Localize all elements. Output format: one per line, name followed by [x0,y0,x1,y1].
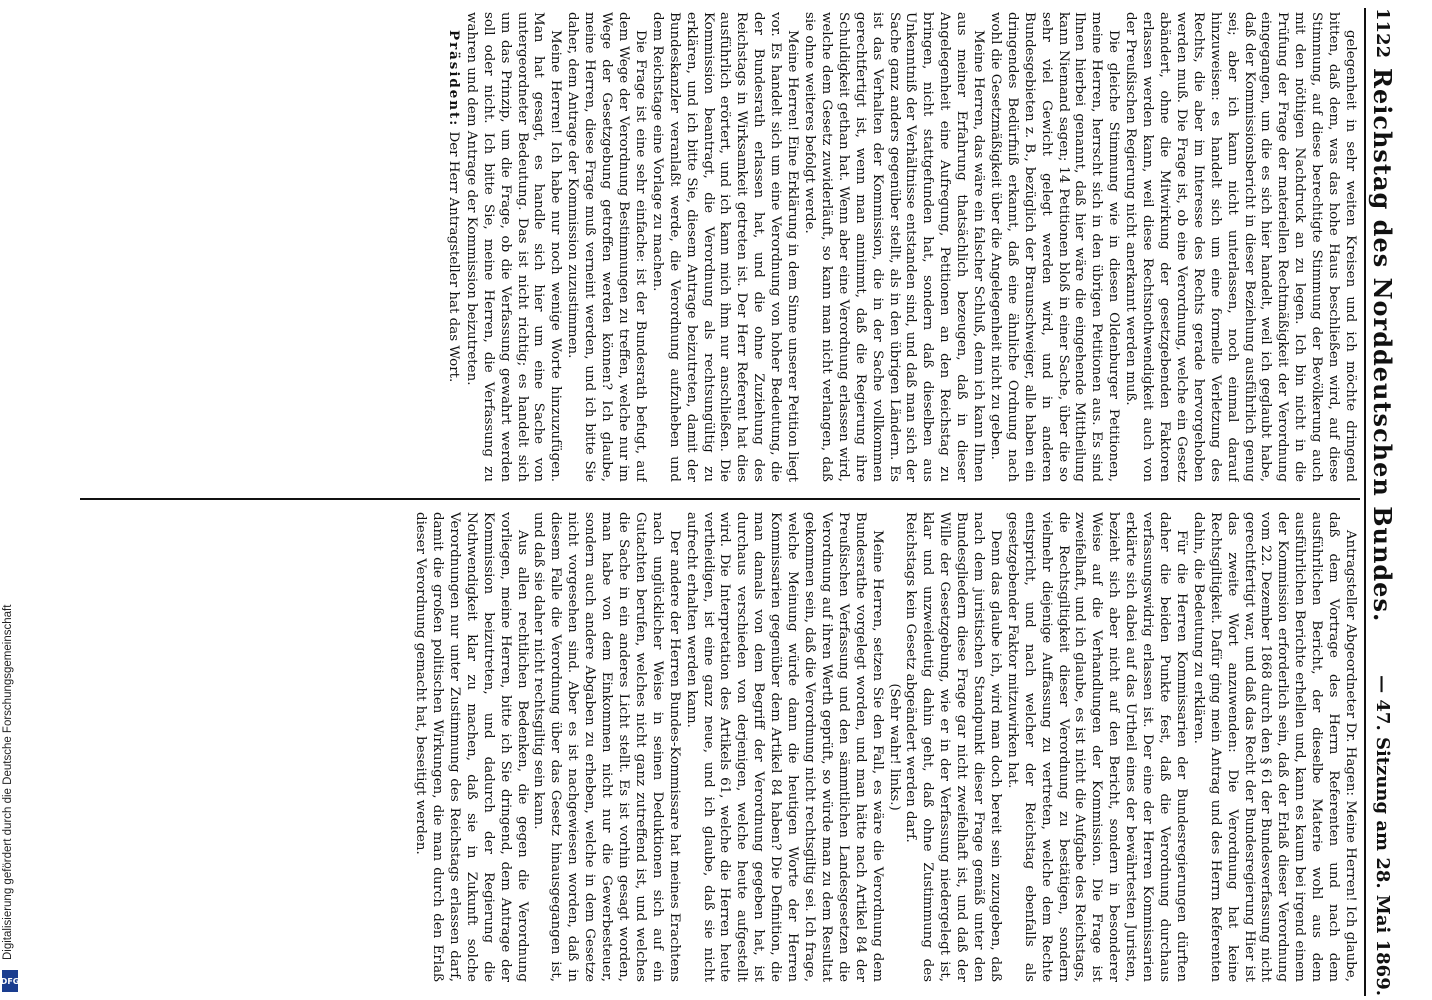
paragraph: Meine Herren! Eine Erklärung in dem Sinne unserer Petition liegt vor. Es handelt sich um eine Verordnung von hoher Bedeutung, die der Bundesrath erlassen hat, und die ohne Zuziehung des Reichstags in Wirksamkeit getreten ist. Der Herr Referent hat dies ausführlich erörtert, und ich kann mich ihm nur anschließen. Die Kommission beantragt, die Verordnung als rechtsungültig zu erklären, und ich bitte Sie, diesem Antrage beizutreten, damit der Bundeskanzler veranlaßt werde, die Verordnung aufzuheben und dem Reichstage eine Vorlage zu machen. [649,12,801,482]
paragraph: Die gleiche Stimmung wie in diesen Oldenburger Petitionen, meine Herren, herrscht sich in den übrigen Petitionen aus. Es sind Ihnen hierbei genannt, daß hier wäre die eingehende Mittheilung kann Niemand sagen; 14 Petitionen bloß in einer Sache, über die so sehr viel Gewicht gelegt werden wird, und in anderen Bundesgebieten z. B., bezüglich der Braunschweiger, alle haben ein dringendes Bedürfniß erkannt, daß eine ähnliche Ordnung nach wohl die Gesetzmäßigkeit über die Angelegenheit nicht zu geben. [987,12,1122,482]
paragraph: Die Frage ist eine sehr einfache: ist der Bundesrath befugt, auf dem Wege der Verordnung Bestimmungen zu treffen, welche nur im Wege der Gesetzgebung getroffen werden können? Ich glaube, meine Herren, diese Frage muß verneint werden, und ich bitte Sie daher, dem Antrage der Kommission zuzustimmen. [565,12,648,482]
speaker-name: Präsident: [445,30,462,128]
paragraph: Meine Herren! Ich habe nur noch wenige Worte hinzuzufügen. Man hat gesagt, es handle sich hier um eine Sache von untergeordneter Bedeutung. Das ist nicht richtig; es handelt sich um das Prinzip, um die Frage, ob die Verfassung gewahrt werden soll oder nicht. Ich bitte Sie, meine Herren, die Verfassung zu wahren und dem Antrage der Kommission beizutreten. [463,12,564,482]
speaker-text: Der Herr Antragsteller hat das Wort. [445,131,461,383]
paragraph: Antragsteller Abgeordneter Dr. Hagen: Meine Herren! Ich glaube, daß dem Vortrage des Herrn Referenten und nach dem ausführlichen Bericht, der dieselbe Materie wohl aus dem ausführlichen Berichte erhellen und, kann es kaum bei irgend einem der Kommission erforderlich sein, daß der Erlaß dieser Verordnung vom 22. Dezember 1868 durch den § 61 der Bundesverfassung nicht gerechtfertigt war, und daß das Recht der Bundesregierung Hier ist das zweite Wort anzuwenden: Die Verordnung hat keine Rechtsgiltigkeit. Dafür ging mein Antrag und des Herrn Referenten dahin, die Bedeutung zu erklären. [1190,512,1358,982]
paragraph: gelegenheit in sehr weiten Kreisen und ich möchte dringend bitten, daß dem, was das hohe Haus beschließen wird, auf diese Stimmung, auf diese berechtigte Stimmung der Bevölkerung auch mit den nöthigen Nachdruck an zu legen. Ich bin nicht in die Prüfung der Frage der materiellen Rechtmäßigkeit der Verordnung eingegangen, um die es sich hier handelt, weil ich geglaubt habe, daß der Kommissionsbericht in dieser Beziehung ausführlich genug sei; aber ich kann nicht unterlassen, noch einmal darauf hinzuweisen: es handelt sich um eine formelle Verletzung des Rechts, die aber im Interesse des Rechts gerade hervorgehoben werden muß. Die Frage ist, ob eine Verordnung, welche ein Gesetz abändert, ohne die Mitwirkung der gesetzgebenden Faktoren erlassen werden kann, weil diese Rechtsnothwendigkeit auch von der Preußischen Regierung nicht anerkannt werden muß. [1123,12,1358,482]
digitization-note: Digitalisierung gefördert durch die Deutsche Forschungsgemeinschaft [2,604,14,960]
paragraph: Für die Herren Kommissarien der Bundesregierungen dürften daher die beiden Punkte fest, daß die Verordnung durchaus verfassungswidrig erlassen ist. Der eine der Herren Kommissarien erklärte sich dabei auf das Urtheil eines der bewährtesten Juristen, bezieht sich aber nicht auf den Bericht, sondern in besonderer Weise auf die Verhandlungen der Kommission. Die Frage ist zweifelhaft, und ich glaube, es ist nicht die Aufgabe des Reichstags, die Rechtsgiltigkeit dieser Verordnung zu bestätigen, sondern vielmehr diejenige Auffassung zu vertreten, welche dem Rechte entspricht, und nach welcher der Reichstag ebenfalls als gesetzgebender Faktor mitzuwirken hat. [1004,512,1189,982]
paragraph: Aus allen rechtlichen Bedenken, die gegen die Verordnung vorliegen, meine Herren, bitte ich Sie dringend, dem Antrage der Kommission beizutreten, und dadurch der Regierung die Nothwendigkeit klar zu machen, daß sie in Zukunft solche Verordnungen nur unter Zustimmung des Reichstags erlassen darf, damit die großen politischen Wirkungen, die man durch den Erlaß dieser Verordnung gemacht hat, beseitigt werden. [413,512,530,982]
text-column-right [88,512,1358,982]
interjection: (Sehr wahr! links.) [886,683,902,811]
digitization-note-wrap [2,604,357,972]
session-label: — 47. Sitzung am 28. Mai 1869. [1372,675,1394,996]
page-header [1364,8,1400,996]
dfg-logo-icon: DFG [2,970,18,992]
paragraph: Meine Herren, setzen Sie den Fall, es wäre die Verordnung dem Bundesrathe vorgelegt worden, und man hätte nach Artikel 84 der Preußischen Verfassung und den sämmtlichen Landesgesetzen die Verordnung auf ihren Werth geprüft, so würde man zu dem Resultat gekommen sein, daß die Verordnung nicht rechtsgiltig sei. Ich frage, welche Meinung würde dann die heutigen Worte der Herren Kommissarien gegenüber dem Artikel 84 haben? Die Definition, die man damals von dem Begriff der Verordnung gegeben hat, ist durchaus verschieden von derjenigen, welche heute aufgestellt wird. Die Interpretation des Artikels 61, welche die Herren heute vertheidigen, ist eine ganz neue, und ich glaube, daß sie nicht aufrecht erhalten werden kann. [683,512,885,982]
paragraph: Meine Herren, das wäre ein falscher Schluß, denn ich kann Ihnen aus meiner Erfahrung thatsächlich bezeugen, daß in dieser Angelegenheit eine Aufregung, Petitionen an den Reichstag zu bringen, nicht stattgefunden hat, sondern daß dieselben aus Unkenntniß der Verhältnisse entstanden sind, und daß man sich der Sache ganz anders gegenüber stellt, als in den übrigen Ländern. Es ist das Verhalten der Kommission, die in der Sache vollkommen gerechtfertigt ist, wenn man annimmt, daß die Regierung ihre Schuldigkeit gethan hat. Wenn aber eine Verordnung erlassen wird, welche dem Gesetz zuwiderläuft, so kann man nicht verlangen, daß sie ohne weiteres befolgt werde. [802,12,987,482]
paragraph: Denn das glaube ich, wird man doch bereit sein zuzugeben, daß nach dem juristischen Standpunkt dieser Frage gemäß unter den Bundesgliedern diese Frage gar nicht zweifelhaft ist, und daß der Wille der Gesetzgebung, wie er in der Verfassung niedergelegt ist, klar und unzweideutig dahin geht, daß ohne Zustimmung des Reichstags kein Gesetz abgeändert werden darf. [903,512,1003,982]
page-title: Reichstag des Norddeutschen Bundes. [1368,68,1398,623]
text-column-left [88,12,1358,482]
paragraph: Der andere der Herren Bundes-Kommissare hat meines Erachtens nach unglücklicher Weise in seinen Deduktionen sich auf ein Gutachten berufen, welches nicht ganz zutreffend ist, und welches die Sache in ein anderes Licht stellt. Es ist vorhin gesagt worden, man habe von dem Einkommen nicht nur die Gewerbesteuer, sondern auch andere Abgaben zu erheben, welche in dem Gesetze nicht vorgesehen sind. Aber es ist nachgewiesen worden, daß in diesem Falle die Verordnung über das Gesetz hinausgegangen ist, und daß sie daher nicht rechtsgiltig sein kann. [531,512,682,982]
scanned-page-rotated [70,0,1400,1000]
page-number: 1122 [1372,8,1394,59]
column-divider [80,498,1360,500]
speaker-line [444,12,462,482]
